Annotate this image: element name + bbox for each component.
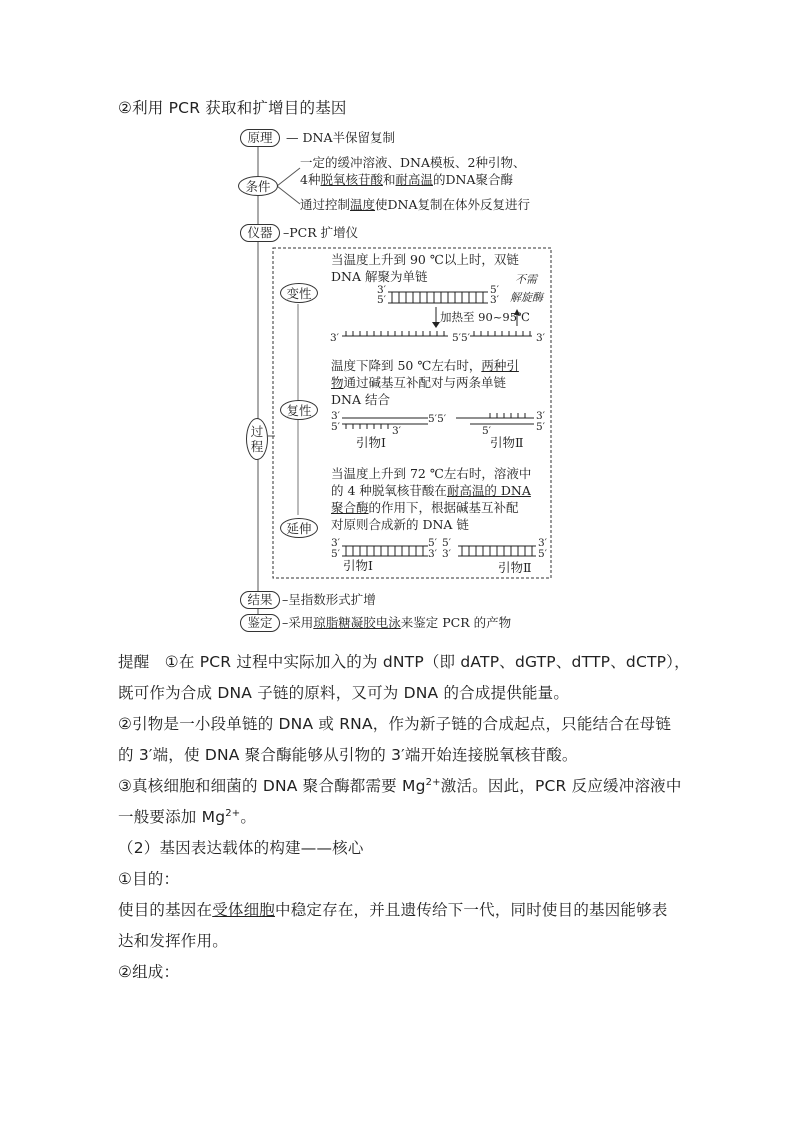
strand-end-label: 5′: [461, 332, 471, 344]
reminder-line-2: 既可作为合成 DNA 子链的原料，又可为 DNA 的合成提供能量。: [118, 684, 570, 702]
result-text: –呈指数形式扩增: [282, 592, 376, 607]
node-conditions: 条件: [238, 176, 278, 196]
node-identification: 鉴定: [240, 614, 280, 632]
denature-note-2: 解旋酶: [510, 291, 543, 304]
heat-label: 加热至 90~95℃: [440, 310, 530, 324]
extend-text-3: 聚合酶的作用下，根据碱基互补配: [331, 500, 519, 515]
reminder-line-4: 的 3′端，使 DNA 聚合酶能够从引物的 3′端开始连接脱氧核苷酸。: [118, 746, 578, 764]
anneal-text-1: 温度下降到 50 ℃左右时，两种引: [331, 358, 519, 373]
node-result: 结果: [240, 591, 280, 609]
conditions-line-3: 通过控制温度使DNA复制在体外反复进行: [300, 197, 531, 212]
denature-text-2: DNA 解聚为单链: [331, 269, 428, 284]
composition-label: ②组成：: [118, 963, 180, 981]
reminder-label: 提醒: [118, 653, 150, 671]
denature-note-1: 不需: [515, 273, 537, 286]
purpose-line-2: 达和发挥作用。: [118, 932, 228, 950]
strand-end-label: 3′ 5′: [538, 537, 548, 560]
base-pairs-denature: [392, 292, 483, 303]
strand-end-label: 3′: [536, 332, 546, 344]
strand-end-label: 3′ 5′: [331, 410, 341, 433]
identification-text: –采用琼脂糖凝胶电泳来鉴定 PCR 的产物: [282, 615, 512, 630]
instrument-text: –PCR 扩增仪: [283, 225, 359, 240]
stage-anneal: 复性: [280, 400, 318, 420]
strand-end-label: 3′ 5′: [377, 284, 387, 306]
purpose-line-1: 使目的基因在受体细胞中稳定存在，并且遗传给下一代，同时使目的基因能够表: [118, 901, 668, 919]
purpose-label: ①目的：: [118, 870, 180, 888]
primer-2-label: 引物Ⅱ: [490, 435, 524, 450]
node-instrument: 仪器: [240, 224, 280, 242]
stage-extend: 延伸: [280, 518, 318, 538]
section2-heading: （2）基因表达载体的构建——核心: [118, 839, 364, 857]
extended-bases: [346, 546, 532, 556]
node-process: 过程: [246, 418, 268, 460]
strand-end-label: 3′ 5′: [536, 410, 546, 433]
strand-end-label: 5′5′: [428, 413, 447, 425]
reminder-line-6: 一般要添加 $Mg^{2+}$。: [118, 808, 257, 826]
extend-text-4: 对原则合成新的 DNA 链: [331, 517, 469, 532]
strand-end-label: 5′: [482, 425, 492, 437]
primer-2-bases: [490, 413, 525, 418]
denature-text-1: 当温度上升到 90 ℃以上时，双链: [331, 252, 519, 267]
strand-end-label: 5′: [452, 332, 462, 344]
anneal-text-2: 物通过碱基互补配对与两条单链: [331, 375, 507, 390]
strand-end-label: 3′ 5′: [331, 537, 341, 560]
extend-text-2: 的 4 种脱氧核苷酸在耐高温的 DNA: [331, 483, 531, 498]
primer-1-bases: [346, 424, 388, 429]
primer-1-label: 引物Ⅰ: [343, 558, 373, 573]
section-heading: ②利用 PCR 获取和扩增目的基因: [118, 99, 347, 117]
reminder-line-5: ③真核细胞和细菌的 DNA 聚合酶都需要 $Mg^{2+}$激活。因此，PCR 反应缓冲溶液中: [118, 777, 682, 795]
anneal-text-3: DNA 结合: [331, 392, 390, 407]
conditions-line-1: 一定的缓冲溶液、DNA模板、2种引物、: [300, 155, 526, 170]
strand-end-label: 5′ 3′: [442, 537, 452, 560]
strand-end-label: 3′: [392, 425, 402, 437]
principle-text: — DNA半保留复制: [286, 130, 395, 145]
strand-end-label: 5′ 3′: [428, 537, 438, 560]
stage-denature: 变性: [280, 283, 318, 303]
extend-text-1: 当温度上升到 72 ℃左右时，溶液中: [331, 466, 532, 481]
strand-end-label: 3′: [330, 332, 340, 344]
reminder-line-1: 提醒 ①在 PCR 过程中实际加入的为 dNTP（即 dATP、dGTP、dTTP、dCTP），: [118, 653, 690, 671]
reminder-line-3: ②引物是一小段单链的 DNA 或 RNA，作为新子链的合成起点，只能结合在母链: [118, 715, 672, 733]
primer-2-label: 引物Ⅱ: [498, 560, 532, 575]
strand-end-label: 5′ 3′: [490, 284, 500, 306]
node-principle: 原理: [240, 129, 280, 147]
conditions-line-2: 4种脱氧核苷酸和耐高温的DNA聚合酶: [300, 172, 513, 187]
primer-1-label: 引物Ⅰ: [356, 435, 386, 450]
